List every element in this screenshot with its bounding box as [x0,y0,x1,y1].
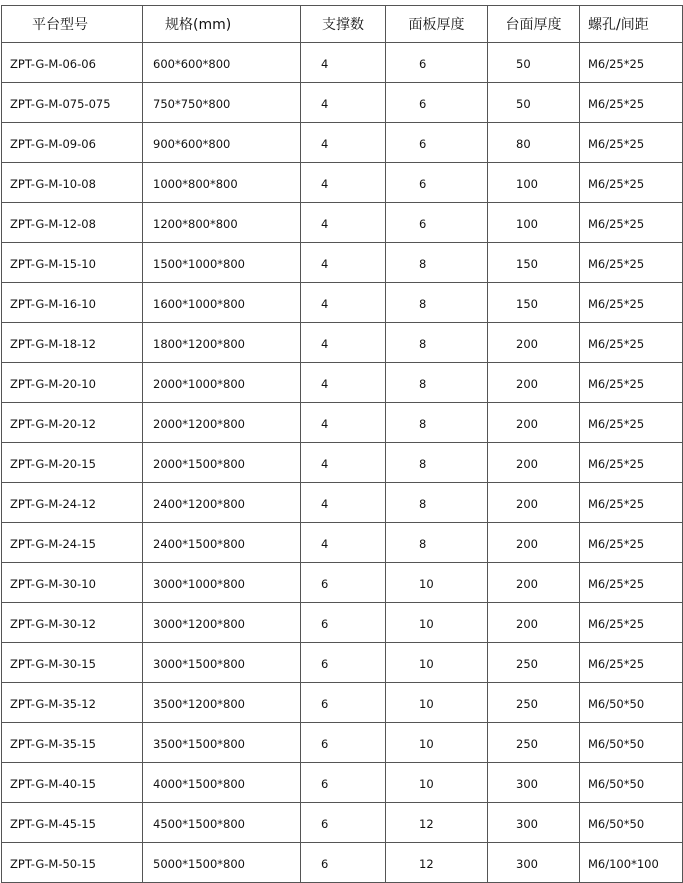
cell-specification: 3500*1500*800 [143,723,301,763]
cell-top-thickness: 150 [488,283,580,323]
cell-platform-model: ZPT-G-M-20-12 [2,403,143,443]
cell-screw-hole-spacing: M6/25*25 [580,563,683,603]
cell-platform-model: ZPT-G-M-10-08 [2,163,143,203]
table-row [2,323,683,363]
table-row [2,203,683,243]
table-row [2,603,683,643]
cell-specification: 5000*1500*800 [143,843,301,883]
cell-platform-model: ZPT-G-M-50-15 [2,843,143,883]
cell-support-count: 6 [301,803,386,843]
cell-top-thickness: 250 [488,683,580,723]
cell-specification: 4500*1500*800 [143,803,301,843]
cell-specification: 900*600*800 [143,123,301,163]
cell-specification: 1800*1200*800 [143,323,301,363]
cell-screw-hole-spacing: M6/25*25 [580,443,683,483]
cell-screw-hole-spacing: M6/25*25 [580,43,683,83]
cell-screw-hole-spacing: M6/25*25 [580,283,683,323]
cell-platform-model: ZPT-G-M-35-15 [2,723,143,763]
header-specification: 规格(mm) [143,6,301,43]
cell-support-count: 4 [301,363,386,403]
cell-screw-hole-spacing: M6/50*50 [580,763,683,803]
cell-support-count: 4 [301,163,386,203]
cell-platform-model: ZPT-G-M-30-15 [2,643,143,683]
cell-screw-hole-spacing: M6/50*50 [580,803,683,843]
table-row [2,723,683,763]
cell-panel-thickness: 12 [386,803,488,843]
cell-platform-model: ZPT-G-M-30-12 [2,603,143,643]
cell-top-thickness: 300 [488,803,580,843]
table-row [2,443,683,483]
cell-panel-thickness: 8 [386,323,488,363]
cell-screw-hole-spacing: M6/25*25 [580,363,683,403]
table-header-row [2,6,683,43]
cell-platform-model: ZPT-G-M-075-075 [2,83,143,123]
cell-panel-thickness: 8 [386,283,488,323]
cell-screw-hole-spacing: M6/25*25 [580,323,683,363]
cell-panel-thickness: 10 [386,643,488,683]
cell-support-count: 6 [301,843,386,883]
cell-platform-model: ZPT-G-M-24-12 [2,483,143,523]
cell-panel-thickness: 6 [386,43,488,83]
cell-specification: 3500*1200*800 [143,683,301,723]
platform-spec-table [1,5,683,883]
cell-screw-hole-spacing: M6/25*25 [580,403,683,443]
cell-panel-thickness: 8 [386,443,488,483]
cell-panel-thickness: 6 [386,203,488,243]
table-row [2,643,683,683]
table-row [2,363,683,403]
cell-support-count: 6 [301,683,386,723]
cell-platform-model: ZPT-G-M-16-10 [2,283,143,323]
cell-specification: 2000*1000*800 [143,363,301,403]
cell-specification: 2400*1500*800 [143,523,301,563]
cell-support-count: 6 [301,603,386,643]
cell-panel-thickness: 8 [386,483,488,523]
cell-top-thickness: 200 [488,603,580,643]
header-support-count: 支撑数 [301,6,386,43]
header-panel-thickness: 面板厚度 [386,6,488,43]
cell-top-thickness: 200 [488,323,580,363]
cell-support-count: 4 [301,483,386,523]
table-row [2,283,683,323]
cell-panel-thickness: 12 [386,843,488,883]
cell-screw-hole-spacing: M6/25*25 [580,203,683,243]
cell-top-thickness: 200 [488,363,580,403]
cell-top-thickness: 200 [488,403,580,443]
cell-specification: 600*600*800 [143,43,301,83]
cell-screw-hole-spacing: M6/100*100 [580,843,683,883]
cell-top-thickness: 80 [488,123,580,163]
table-row [2,83,683,123]
cell-platform-model: ZPT-G-M-24-15 [2,523,143,563]
cell-panel-thickness: 8 [386,523,488,563]
cell-platform-model: ZPT-G-M-35-12 [2,683,143,723]
cell-platform-model: ZPT-G-M-06-06 [2,43,143,83]
cell-top-thickness: 100 [488,163,580,203]
cell-panel-thickness: 10 [386,563,488,603]
cell-screw-hole-spacing: M6/25*25 [580,603,683,643]
cell-support-count: 4 [301,323,386,363]
cell-top-thickness: 100 [488,203,580,243]
cell-panel-thickness: 6 [386,83,488,123]
cell-panel-thickness: 6 [386,123,488,163]
cell-support-count: 4 [301,83,386,123]
table-row [2,243,683,283]
cell-panel-thickness: 8 [386,363,488,403]
header-screw-hole-spacing: 螺孔/间距 [580,6,683,43]
cell-panel-thickness: 8 [386,243,488,283]
cell-top-thickness: 200 [488,523,580,563]
cell-top-thickness: 300 [488,843,580,883]
cell-screw-hole-spacing: M6/25*25 [580,483,683,523]
table-row [2,483,683,523]
cell-specification: 1600*1000*800 [143,283,301,323]
cell-panel-thickness: 10 [386,683,488,723]
table-row [2,523,683,563]
cell-panel-thickness: 10 [386,723,488,763]
cell-top-thickness: 50 [488,43,580,83]
cell-top-thickness: 50 [488,83,580,123]
table-row [2,803,683,843]
cell-support-count: 4 [301,403,386,443]
cell-top-thickness: 200 [488,483,580,523]
cell-screw-hole-spacing: M6/50*50 [580,723,683,763]
cell-support-count: 4 [301,523,386,563]
cell-platform-model: ZPT-G-M-20-10 [2,363,143,403]
cell-support-count: 4 [301,283,386,323]
cell-screw-hole-spacing: M6/25*25 [580,523,683,563]
cell-specification: 2400*1200*800 [143,483,301,523]
cell-specification: 1200*800*800 [143,203,301,243]
table-row [2,843,683,883]
table-row [2,163,683,203]
table-row [2,683,683,723]
cell-specification: 3000*1200*800 [143,603,301,643]
cell-specification: 3000*1000*800 [143,563,301,603]
cell-specification: 1500*1000*800 [143,243,301,283]
cell-platform-model: ZPT-G-M-45-15 [2,803,143,843]
cell-support-count: 4 [301,243,386,283]
cell-screw-hole-spacing: M6/25*25 [580,243,683,283]
table-row [2,43,683,83]
table-row [2,403,683,443]
cell-support-count: 4 [301,43,386,83]
cell-panel-thickness: 10 [386,603,488,643]
header-platform-model: 平台型号 [2,6,143,43]
cell-screw-hole-spacing: M6/50*50 [580,683,683,723]
cell-support-count: 6 [301,643,386,683]
cell-platform-model: ZPT-G-M-20-15 [2,443,143,483]
cell-top-thickness: 250 [488,643,580,683]
cell-support-count: 6 [301,723,386,763]
cell-platform-model: ZPT-G-M-15-10 [2,243,143,283]
table-row [2,563,683,603]
cell-top-thickness: 300 [488,763,580,803]
cell-specification: 1000*800*800 [143,163,301,203]
cell-support-count: 4 [301,123,386,163]
cell-support-count: 4 [301,203,386,243]
cell-specification: 2000*1500*800 [143,443,301,483]
cell-specification: 2000*1200*800 [143,403,301,443]
cell-top-thickness: 200 [488,443,580,483]
table-row [2,123,683,163]
cell-platform-model: ZPT-G-M-18-12 [2,323,143,363]
cell-panel-thickness: 10 [386,763,488,803]
cell-support-count: 6 [301,763,386,803]
header-top-thickness: 台面厚度 [488,6,580,43]
cell-top-thickness: 200 [488,563,580,603]
cell-platform-model: ZPT-G-M-30-10 [2,563,143,603]
cell-support-count: 6 [301,563,386,603]
cell-panel-thickness: 8 [386,403,488,443]
cell-top-thickness: 150 [488,243,580,283]
cell-platform-model: ZPT-G-M-12-08 [2,203,143,243]
cell-panel-thickness: 6 [386,163,488,203]
cell-platform-model: ZPT-G-M-40-15 [2,763,143,803]
cell-specification: 750*750*800 [143,83,301,123]
cell-screw-hole-spacing: M6/25*25 [580,83,683,123]
cell-specification: 4000*1500*800 [143,763,301,803]
cell-top-thickness: 250 [488,723,580,763]
cell-screw-hole-spacing: M6/25*25 [580,163,683,203]
cell-platform-model: ZPT-G-M-09-06 [2,123,143,163]
cell-support-count: 4 [301,443,386,483]
cell-screw-hole-spacing: M6/25*25 [580,643,683,683]
cell-screw-hole-spacing: M6/25*25 [580,123,683,163]
cell-specification: 3000*1500*800 [143,643,301,683]
table-row [2,763,683,803]
